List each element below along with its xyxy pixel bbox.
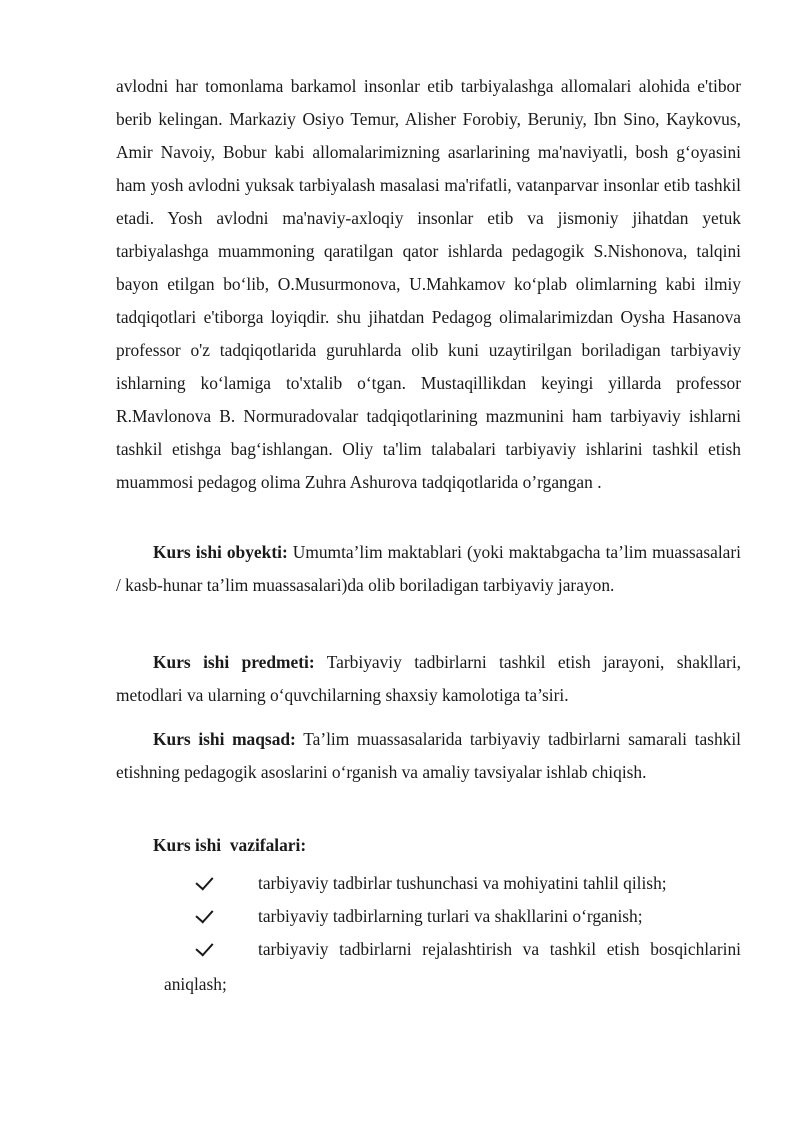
task-text: tarbiyaviy tadbirlarning turlari va shakllarini o‘rganish; [258, 906, 643, 926]
checkmark-icon [198, 933, 214, 966]
checkmark-icon [198, 900, 214, 933]
object-paragraph [116, 536, 741, 602]
checkmark-icon [198, 867, 214, 900]
task-text: tarbiyaviy tadbirlarni rejalashtirish va tashkil etish bosqichlarini [258, 939, 741, 959]
subject-paragraph [116, 646, 741, 712]
object-text: Umumta’lim maktablari (yoki maktabgacha ta’lim muassasalari / kasb-hunar ta’lim muassasalari)da olib boriladigan tarbiyaviy jarayon. [116, 542, 741, 595]
task-text: tarbiyaviy tadbirlar tushunchasi va mohiyatini tahlil qilish; [258, 873, 667, 893]
intro-paragraph: avlodni har tomonlama barkamol insonlar etib tarbiyalashga allomalari alohida e'tibor berib kelingan. Markaziy Osiyo Temur, Alisher Forobiy, Beruniy, Ibn Sino, Kaykovus, Amir Navoiy, Bobur kabi allomalarimizning asarlarining ma'naviyatli, bosh g‘oyasini ham yosh avlodni yuksak tarbiyalash masalasi ma'rifatli, vatanparvar insonlar etib tashkil etadi. Yosh avlodni ma'naviy-axloqiy insonlar etib va jismoniy jihatdan yetuk tarbiyalashga muammoning qaratilgan qator ishlarda pedagogik S.Nishonova, talqini bayon etilgan bo‘lib, O.Musurmonova, U.Mahkamov ko‘plab olimlarning kabi ilmiy tadqiqotlari e'tiborga loyiqdir. shu jihatdan Pedagog olimalarimizdan Oysha Hasanova professor o'z tadqiqotlarida guruhlarda olib kuni uzaytirilgan boriladigan tarbiyaviy ishlarning ko‘lamiga to'xtalib o‘tgan. Mustaqillikdan keyingi yillarda professor R.Mavlonova B. Normuradovalar tadqiqotlarining mazmunini ham tarbiyaviy ishlarni tashkil etishga bag‘ishlangan. Oliy ta'lim talabalari tarbiyaviy ishlarini tashkil etish muammosi pedagog olima Zuhra Ashurova tadqiqotlarida o’rgangan . [116, 76, 741, 492]
subject-label: Kurs ishi predmeti: [153, 652, 315, 672]
subject-text: Tarbiyaviy tadbirlarni tashkil etish jarayoni, shakllari, metodlari va ularning o‘quvchilarning shaxsiy kamolotiga ta’siri. [116, 652, 742, 705]
object-label: Kurs ishi obyekti: [153, 542, 288, 562]
task-continuation: aniqlash; [164, 974, 227, 994]
tasks-heading: Kurs ishi vazifalari: [153, 835, 307, 855]
goal-paragraph [116, 723, 741, 789]
goal-text: Ta’lim muassasalarida tarbiyaviy tadbirlarni samarali tashkil etishning pedagogik asoslarini o‘rganish va amaliy tavsiyalar ishlab chiqish. [116, 729, 741, 782]
goal-label: Kurs ishi maqsad: [153, 729, 296, 749]
